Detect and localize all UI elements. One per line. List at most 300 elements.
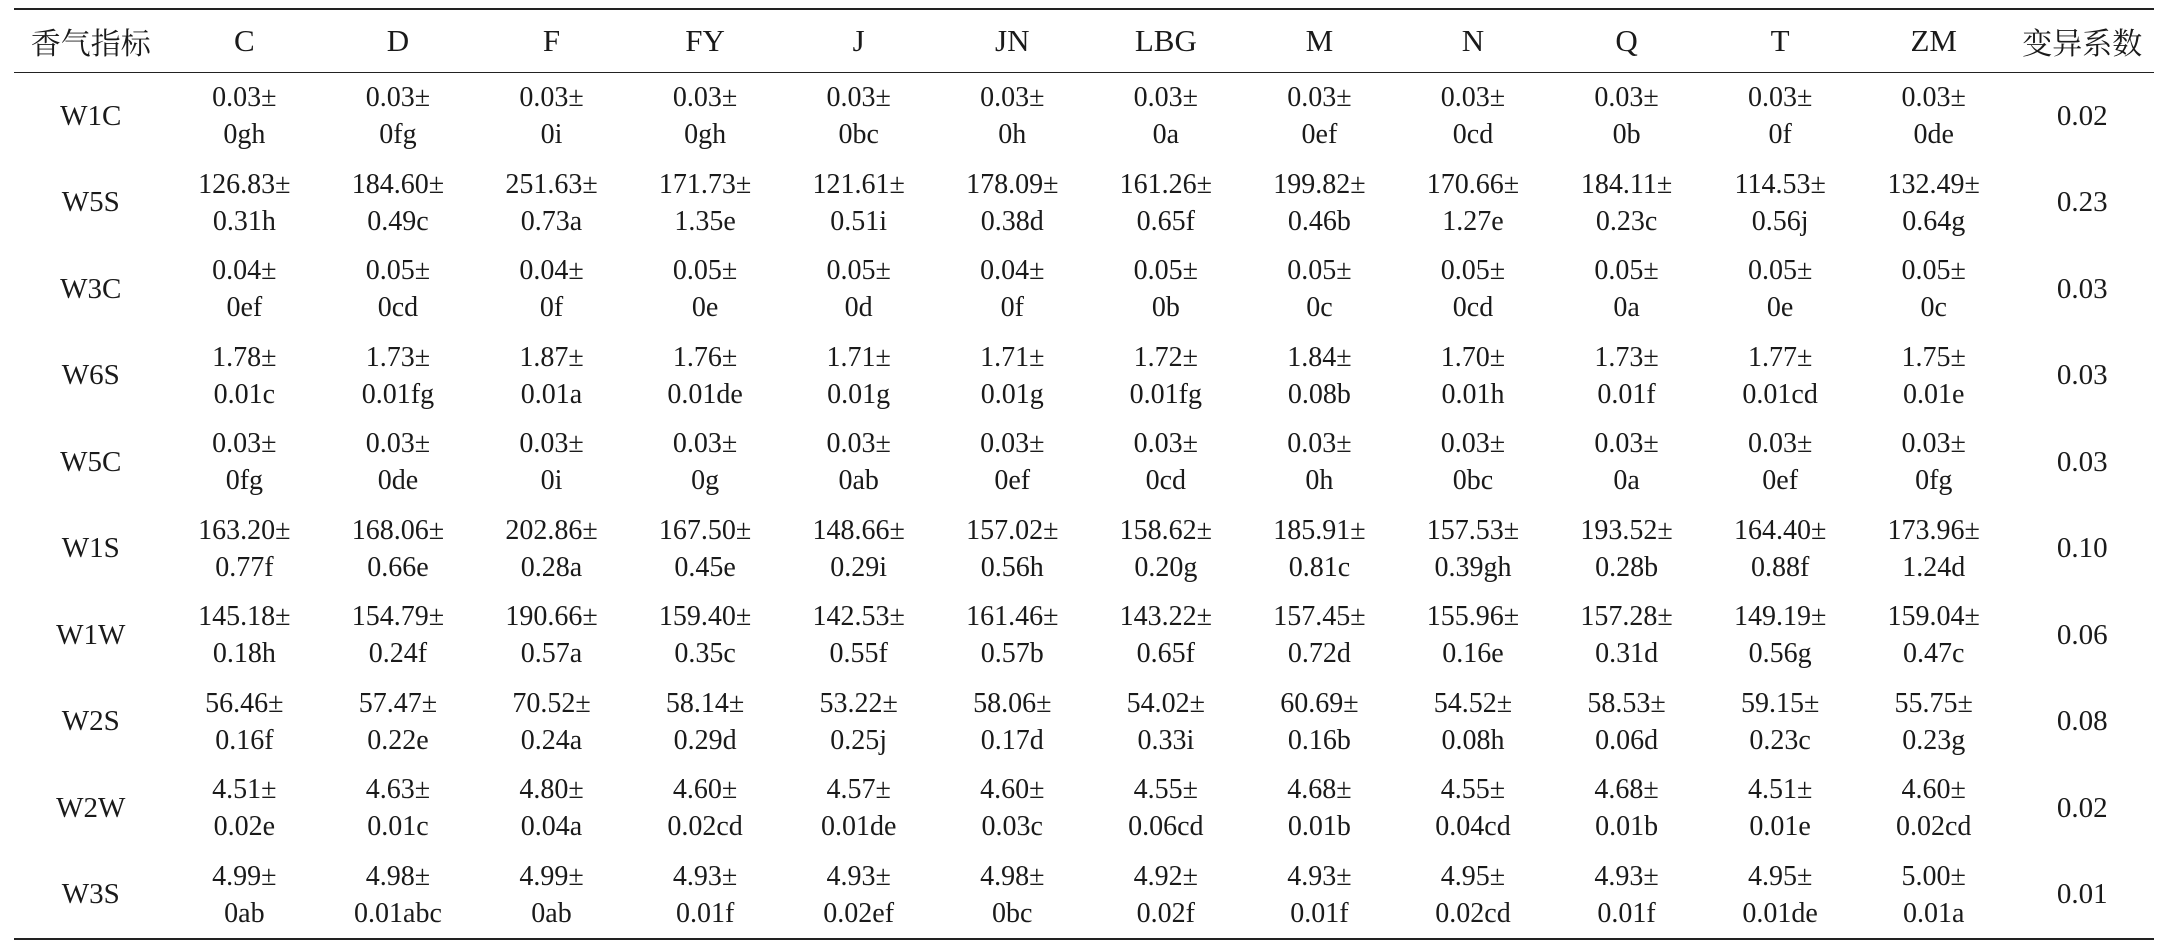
value-cell bbox=[168, 419, 322, 506]
mean-value: 1.75± bbox=[1901, 341, 1966, 373]
sd-value: 0.02cd bbox=[1896, 811, 1972, 843]
mean-value: 184.11± bbox=[1580, 168, 1673, 200]
mean-value: 0.03± bbox=[980, 428, 1045, 460]
header-sample-j: J bbox=[852, 23, 865, 58]
sd-value: 0.31d bbox=[1595, 638, 1659, 670]
indicator-cell: W1W bbox=[56, 618, 126, 651]
header-sample-n: N bbox=[1461, 23, 1485, 58]
mean-value: 0.03± bbox=[1440, 428, 1506, 460]
value-cell bbox=[1396, 679, 1550, 766]
value-cell bbox=[628, 592, 782, 679]
sd-value: 0.51i bbox=[830, 205, 888, 237]
sd-value: 0.65f bbox=[1136, 638, 1195, 670]
sd-value: 0ef bbox=[226, 292, 263, 324]
value-cell bbox=[1396, 333, 1550, 420]
sd-value: 0.77f bbox=[215, 551, 274, 583]
mean-value: 0.03± bbox=[212, 82, 277, 114]
mean-value: 0.05± bbox=[1594, 255, 1659, 287]
value-cell bbox=[168, 73, 322, 160]
value-cell bbox=[475, 679, 629, 766]
table-row bbox=[14, 765, 2154, 852]
mean-value: 158.62± bbox=[1119, 514, 1213, 546]
sd-value: 1.27e bbox=[1442, 205, 1504, 237]
value-cell bbox=[475, 852, 629, 940]
sd-value: 0.01de bbox=[1742, 897, 1818, 929]
sd-value: 0.47c bbox=[1903, 638, 1965, 670]
sd-value: 0.73a bbox=[520, 205, 583, 237]
indicator-cell: W2S bbox=[61, 705, 120, 738]
aroma-indicator-table bbox=[14, 8, 2154, 940]
mean-value: 154.79± bbox=[351, 601, 445, 633]
mean-value: 163.20± bbox=[198, 514, 291, 546]
data-table-container bbox=[14, 8, 2154, 940]
value-cell bbox=[628, 679, 782, 766]
sd-value: 0.28b bbox=[1595, 551, 1659, 583]
mean-value: 170.66± bbox=[1426, 168, 1520, 200]
sd-value: 0e bbox=[1766, 292, 1794, 324]
table-header bbox=[14, 9, 2154, 73]
mean-value: 0.04± bbox=[212, 255, 277, 287]
indicator-cell: W2W bbox=[56, 791, 126, 824]
cv-cell: 0.02 bbox=[2056, 99, 2108, 132]
sd-value: 0.01h bbox=[1441, 378, 1505, 410]
header-sample-fy: FY bbox=[685, 23, 725, 58]
value-cell bbox=[1703, 852, 1857, 940]
sd-value: 0.56g bbox=[1748, 638, 1812, 670]
sd-value: 0.02e bbox=[213, 811, 276, 843]
sd-value: 0.25j bbox=[830, 724, 888, 756]
value-cell bbox=[1857, 246, 2011, 333]
mean-value: 55.75± bbox=[1894, 687, 1973, 719]
mean-value: 4.93± bbox=[1594, 860, 1659, 892]
sd-value: 0.38d bbox=[980, 205, 1044, 237]
value-cell bbox=[1089, 852, 1243, 940]
mean-value: 57.47± bbox=[358, 687, 438, 719]
sd-value: 0.01de bbox=[667, 378, 743, 410]
value-cell bbox=[1703, 765, 1857, 852]
mean-value: 0.05± bbox=[672, 255, 738, 287]
sd-value: 0.01fg bbox=[1129, 378, 1202, 410]
value-cell bbox=[321, 765, 475, 852]
sd-value: 0bc bbox=[992, 897, 1033, 929]
value-cell bbox=[1703, 73, 1857, 160]
sd-value: 0.46b bbox=[1287, 205, 1351, 237]
sd-value: 0g bbox=[691, 465, 720, 497]
mean-value: 143.22± bbox=[1119, 601, 1213, 633]
mean-value: 0.03± bbox=[365, 428, 431, 460]
mean-value: 0.03± bbox=[1594, 82, 1659, 114]
value-cell bbox=[1243, 765, 1397, 852]
sd-value: 0b bbox=[1612, 119, 1641, 151]
value-cell bbox=[1089, 160, 1243, 247]
value-cell bbox=[321, 679, 475, 766]
value-cell bbox=[1243, 419, 1397, 506]
mean-value: 164.40± bbox=[1733, 514, 1827, 546]
value-cell bbox=[1243, 679, 1397, 766]
value-cell bbox=[1550, 419, 1704, 506]
value-cell bbox=[1703, 419, 1857, 506]
value-cell bbox=[1550, 73, 1704, 160]
sd-value: 0ef bbox=[1301, 119, 1338, 151]
sd-value: 0.01c bbox=[213, 378, 276, 410]
mean-value: 58.06± bbox=[973, 687, 1052, 719]
value-cell bbox=[1089, 333, 1243, 420]
sd-value: 0.72d bbox=[1287, 638, 1351, 670]
sd-value: 0c bbox=[1306, 292, 1333, 324]
sd-value: 0.39gh bbox=[1434, 551, 1512, 583]
value-cell bbox=[1243, 852, 1397, 940]
sd-value: 0d bbox=[844, 292, 873, 324]
value-cell bbox=[1089, 246, 1243, 333]
cv-cell: 0.01 bbox=[2056, 878, 2108, 911]
header-sample-q: Q bbox=[1615, 23, 1638, 58]
sd-value: 0bc bbox=[1452, 465, 1494, 497]
value-cell bbox=[1857, 73, 2011, 160]
value-cell bbox=[168, 679, 322, 766]
cv-cell: 0.10 bbox=[2056, 532, 2108, 565]
value-cell bbox=[1396, 506, 1550, 593]
mean-value: 5.00± bbox=[1901, 860, 1966, 892]
value-cell bbox=[782, 419, 936, 506]
header-sample-m: M bbox=[1305, 23, 1334, 58]
header-sample-zm: ZM bbox=[1910, 23, 1957, 58]
header-sample-f: F bbox=[542, 23, 561, 58]
mean-value: 0.03± bbox=[1440, 82, 1506, 114]
value-cell bbox=[1857, 333, 2011, 420]
mean-value: 4.93± bbox=[1287, 860, 1352, 892]
value-cell bbox=[628, 765, 782, 852]
value-cell bbox=[168, 592, 322, 679]
sd-value: 0f bbox=[1000, 292, 1024, 324]
header-sample-d: D bbox=[386, 23, 410, 58]
value-cell bbox=[475, 333, 629, 420]
header-sample-lbg: LBG bbox=[1134, 23, 1197, 58]
sd-value: 0cd bbox=[1452, 119, 1494, 151]
mean-value: 0.05± bbox=[1901, 255, 1966, 287]
value-cell bbox=[475, 506, 629, 593]
cv-cell: 0.08 bbox=[2056, 705, 2108, 738]
value-cell bbox=[782, 679, 936, 766]
sd-value: 0fg bbox=[225, 465, 264, 497]
sd-value: 0.01g bbox=[980, 378, 1044, 410]
mean-value: 4.63± bbox=[365, 774, 431, 806]
sd-value: 0.23c bbox=[1595, 205, 1658, 237]
value-cell bbox=[1089, 592, 1243, 679]
sd-value: 0gh bbox=[223, 119, 266, 151]
value-cell bbox=[1857, 679, 2011, 766]
sd-value: 0bc bbox=[838, 119, 879, 151]
value-cell bbox=[1550, 852, 1704, 940]
sd-value: 0.57b bbox=[980, 638, 1044, 670]
sd-value: 0.01abc bbox=[354, 897, 442, 929]
mean-value: 58.53± bbox=[1587, 687, 1666, 719]
indicator-cell: W5C bbox=[60, 445, 122, 478]
value-cell bbox=[628, 506, 782, 593]
value-cell bbox=[782, 73, 936, 160]
mean-value: 4.80± bbox=[519, 774, 584, 806]
sd-value: 0.01f bbox=[1597, 897, 1656, 929]
sd-value: 0.02cd bbox=[1435, 897, 1511, 929]
sd-value: 1.35e bbox=[674, 205, 736, 237]
mean-value: 1.77± bbox=[1747, 341, 1813, 373]
sd-value: 0.20g bbox=[1134, 551, 1198, 583]
sd-value: 0.57a bbox=[520, 638, 583, 670]
table-row bbox=[14, 333, 2154, 420]
mean-value: 157.53± bbox=[1426, 514, 1520, 546]
mean-value: 148.66± bbox=[812, 514, 905, 546]
mean-value: 0.03± bbox=[519, 428, 584, 460]
mean-value: 157.28± bbox=[1580, 601, 1673, 633]
table-row bbox=[14, 160, 2154, 247]
value-cell bbox=[321, 852, 475, 940]
value-cell bbox=[1857, 765, 2011, 852]
value-cell bbox=[475, 160, 629, 247]
sd-value: 0de bbox=[377, 465, 419, 497]
value-cell bbox=[321, 592, 475, 679]
sd-value: 0gh bbox=[684, 119, 727, 151]
value-cell bbox=[1550, 160, 1704, 247]
mean-value: 185.91± bbox=[1273, 514, 1366, 546]
sd-value: 0.16b bbox=[1287, 724, 1351, 756]
sd-value: 0.56h bbox=[980, 551, 1044, 583]
mean-value: 1.73± bbox=[365, 341, 431, 373]
indicator-cell: W5S bbox=[61, 186, 120, 219]
value-cell bbox=[1396, 160, 1550, 247]
value-cell bbox=[1857, 852, 2011, 940]
value-cell bbox=[628, 160, 782, 247]
mean-value: 167.50± bbox=[658, 514, 752, 546]
sd-value: 0.23c bbox=[1749, 724, 1811, 756]
sd-value: 0.45e bbox=[674, 551, 736, 583]
mean-value: 142.53± bbox=[812, 601, 905, 633]
mean-value: 184.60± bbox=[351, 168, 445, 200]
mean-value: 0.05± bbox=[1133, 255, 1199, 287]
value-cell bbox=[1703, 592, 1857, 679]
value-cell bbox=[1089, 73, 1243, 160]
mean-value: 60.69± bbox=[1280, 687, 1359, 719]
sd-value: 0.31h bbox=[212, 205, 276, 237]
sd-value: 0.81c bbox=[1288, 551, 1351, 583]
mean-value: 0.05± bbox=[365, 255, 431, 287]
value-cell bbox=[1089, 679, 1243, 766]
sd-value: 0ef bbox=[994, 465, 1031, 497]
sd-value: 0.01b bbox=[1595, 811, 1659, 843]
sd-value: 0fg bbox=[379, 119, 417, 151]
mean-value: 0.03± bbox=[826, 82, 891, 114]
mean-value: 4.51± bbox=[212, 774, 277, 806]
value-cell bbox=[1857, 160, 2011, 247]
value-cell bbox=[782, 765, 936, 852]
value-cell bbox=[1703, 679, 1857, 766]
value-cell bbox=[1703, 160, 1857, 247]
table-row bbox=[14, 506, 2154, 593]
indicator-cell: W1S bbox=[61, 532, 120, 565]
mean-value: 178.09± bbox=[966, 168, 1059, 200]
sd-value: 0.29d bbox=[673, 724, 737, 756]
mean-value: 4.57± bbox=[826, 774, 891, 806]
value-cell bbox=[168, 506, 322, 593]
mean-value: 4.93± bbox=[672, 860, 738, 892]
sd-value: 0.16f bbox=[215, 724, 274, 756]
sd-value: 0.06cd bbox=[1128, 811, 1204, 843]
value-cell bbox=[1703, 333, 1857, 420]
sd-value: 0.49c bbox=[367, 205, 429, 237]
sd-value: 0f bbox=[539, 292, 564, 324]
value-cell bbox=[935, 246, 1089, 333]
table-row bbox=[14, 73, 2154, 160]
value-cell bbox=[475, 73, 629, 160]
sd-value: 0.03c bbox=[981, 811, 1043, 843]
value-cell bbox=[782, 852, 936, 940]
value-cell bbox=[782, 160, 936, 247]
mean-value: 4.95± bbox=[1440, 860, 1506, 892]
value-cell bbox=[1089, 419, 1243, 506]
sd-value: 0.33i bbox=[1137, 724, 1195, 756]
mean-value: 157.45± bbox=[1273, 601, 1366, 633]
mean-value: 0.03± bbox=[212, 428, 277, 460]
mean-value: 0.03± bbox=[1133, 428, 1199, 460]
value-cell bbox=[1243, 73, 1397, 160]
mean-value: 132.49± bbox=[1887, 168, 1980, 200]
mean-value: 1.73± bbox=[1594, 341, 1659, 373]
value-cell bbox=[475, 419, 629, 506]
value-cell bbox=[168, 160, 322, 247]
mean-value: 193.52± bbox=[1580, 514, 1673, 546]
value-cell bbox=[782, 333, 936, 420]
sd-value: 0.01a bbox=[520, 378, 583, 410]
mean-value: 0.03± bbox=[1901, 428, 1966, 460]
mean-value: 1.78± bbox=[212, 341, 277, 373]
mean-value: 59.15± bbox=[1740, 687, 1820, 719]
sd-value: 0.17d bbox=[980, 724, 1044, 756]
sd-value: 0.35c bbox=[674, 638, 736, 670]
mean-value: 145.18± bbox=[198, 601, 291, 633]
value-cell bbox=[1703, 506, 1857, 593]
mean-value: 54.02± bbox=[1126, 687, 1206, 719]
value-cell bbox=[782, 506, 936, 593]
sd-value: 0.08h bbox=[1441, 724, 1505, 756]
value-cell bbox=[1550, 679, 1704, 766]
cv-cell: 0.03 bbox=[2056, 272, 2108, 305]
sd-value: 0.18h bbox=[212, 638, 276, 670]
value-cell bbox=[935, 333, 1089, 420]
sd-value: 0.08b bbox=[1287, 378, 1351, 410]
sd-value: 0.06d bbox=[1595, 724, 1659, 756]
value-cell bbox=[475, 765, 629, 852]
mean-value: 199.82± bbox=[1273, 168, 1366, 200]
sd-value: 0.01b bbox=[1287, 811, 1351, 843]
indicator-cell: W3S bbox=[61, 878, 120, 911]
sd-value: 0a bbox=[1613, 292, 1640, 324]
value-cell bbox=[628, 852, 782, 940]
sd-value: 0c bbox=[1920, 292, 1947, 324]
sd-value: 0.01e bbox=[1749, 811, 1811, 843]
mean-value: 53.22± bbox=[819, 687, 898, 719]
indicator-cell: W1C bbox=[60, 99, 122, 132]
mean-value: 190.66± bbox=[505, 601, 598, 633]
table-row bbox=[14, 852, 2154, 940]
sd-value: 0.01fg bbox=[361, 378, 435, 410]
sd-value: 0.01g bbox=[827, 378, 891, 410]
value-cell bbox=[321, 73, 475, 160]
value-cell bbox=[1396, 592, 1550, 679]
sd-value: 0cd bbox=[377, 292, 419, 324]
value-cell bbox=[1089, 765, 1243, 852]
mean-value: 4.60± bbox=[672, 774, 738, 806]
value-cell bbox=[1550, 333, 1704, 420]
sd-value: 0.02cd bbox=[667, 811, 743, 843]
value-cell bbox=[1550, 592, 1704, 679]
value-cell bbox=[321, 160, 475, 247]
mean-value: 4.95± bbox=[1747, 860, 1813, 892]
mean-value: 251.63± bbox=[505, 168, 598, 200]
mean-value: 114.53± bbox=[1734, 168, 1826, 200]
mean-value: 0.05± bbox=[1440, 255, 1506, 287]
value-cell bbox=[935, 592, 1089, 679]
mean-value: 121.61± bbox=[812, 168, 905, 200]
sd-value: 0fg bbox=[1915, 465, 1953, 497]
mean-value: 4.68± bbox=[1594, 774, 1659, 806]
value-cell bbox=[168, 852, 322, 940]
value-cell bbox=[321, 333, 475, 420]
table-body bbox=[14, 73, 2154, 940]
mean-value: 0.04± bbox=[980, 255, 1045, 287]
sd-value: 0.04cd bbox=[1435, 811, 1511, 843]
mean-value: 1.70± bbox=[1440, 341, 1506, 373]
mean-value: 0.03± bbox=[672, 82, 738, 114]
sd-value: 0.01c bbox=[367, 811, 429, 843]
sd-value: 0.16e bbox=[1442, 638, 1504, 670]
mean-value: 171.73± bbox=[658, 168, 752, 200]
value-cell bbox=[935, 160, 1089, 247]
value-cell bbox=[168, 333, 322, 420]
cv-cell: 0.03 bbox=[2056, 445, 2108, 478]
value-cell bbox=[1396, 852, 1550, 940]
sd-value: 0.01a bbox=[1903, 897, 1965, 929]
mean-value: 58.14± bbox=[665, 687, 745, 719]
sd-value: 0.04a bbox=[520, 811, 583, 843]
value-cell bbox=[935, 765, 1089, 852]
mean-value: 4.98± bbox=[365, 860, 431, 892]
mean-value: 1.71± bbox=[980, 341, 1045, 373]
cv-cell: 0.23 bbox=[2056, 186, 2108, 219]
value-cell bbox=[628, 73, 782, 160]
mean-value: 159.04± bbox=[1887, 601, 1980, 633]
mean-value: 4.55± bbox=[1440, 774, 1506, 806]
sd-value: 0i bbox=[540, 119, 563, 151]
sd-value: 0.28a bbox=[520, 551, 583, 583]
sd-value: 0.29i bbox=[830, 551, 888, 583]
value-cell bbox=[475, 246, 629, 333]
header-cv: 变异系数 bbox=[2022, 27, 2143, 62]
mean-value: 0.03± bbox=[519, 82, 584, 114]
sd-value: 0b bbox=[1151, 292, 1180, 324]
sd-value: 0.56j bbox=[1751, 205, 1809, 237]
mean-value: 0.03± bbox=[826, 428, 891, 460]
value-cell bbox=[935, 419, 1089, 506]
value-cell bbox=[1089, 506, 1243, 593]
value-cell bbox=[1396, 765, 1550, 852]
value-cell bbox=[321, 506, 475, 593]
mean-value: 0.03± bbox=[1287, 428, 1352, 460]
mean-value: 0.03± bbox=[1901, 82, 1966, 114]
sd-value: 1.24d bbox=[1902, 551, 1966, 583]
mean-value: 4.99± bbox=[212, 860, 277, 892]
header-sample-t: T bbox=[1770, 23, 1790, 58]
mean-value: 173.96± bbox=[1887, 514, 1980, 546]
value-cell bbox=[935, 73, 1089, 160]
sd-value: 0ef bbox=[1762, 465, 1799, 497]
